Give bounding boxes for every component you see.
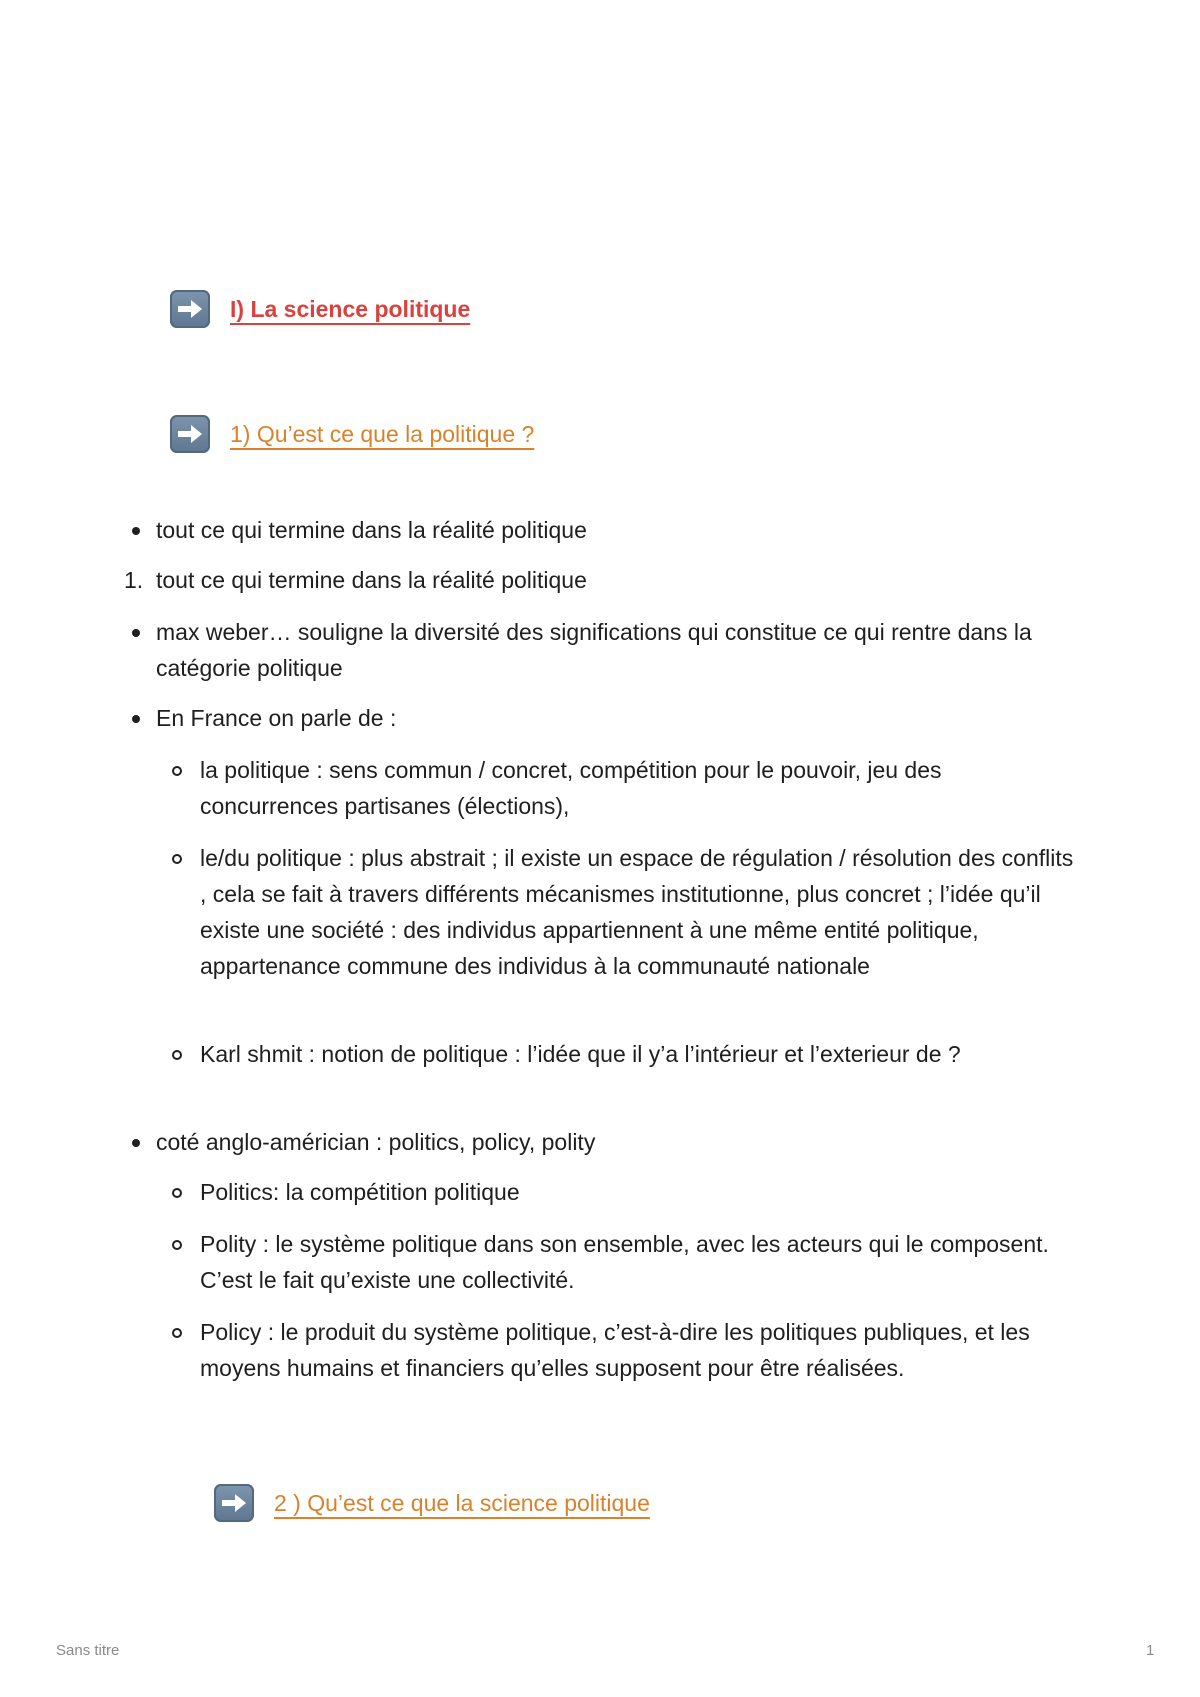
footer-page-number: 1 xyxy=(1146,1642,1155,1659)
bullet-circle-icon xyxy=(172,766,182,776)
bullet-circle-icon xyxy=(172,1050,182,1060)
right-arrow-icon xyxy=(214,1484,254,1522)
sub-list-item xyxy=(200,840,1080,984)
right-arrow-icon xyxy=(170,290,210,328)
list-item xyxy=(156,1124,1076,1160)
heading-title[interactable]: I) La science politique xyxy=(230,296,471,322)
list-item xyxy=(156,512,1076,548)
bullet-disc-icon xyxy=(132,629,140,637)
list-item-text: le/du politique : plus abstrait ; il existe un espace de régulation / résolution des conflits , cela se fait à travers différents mécanismes institutionne, plus concret ; l’idée qu’il existe une société : des individus appartiennent à une même entité politique, appartenance commune des individus à la communauté nationale xyxy=(200,845,1074,979)
heading-quest-ce-que-la-science-politique xyxy=(214,1484,650,1522)
list-item-text: la politique : sens commun / concret, compétition pour le pouvoir, jeu des concurrences partisanes (élections), xyxy=(200,757,942,819)
heading-quest-ce-que-la-politique xyxy=(170,415,534,453)
list-item-text: En France on parle de : xyxy=(156,705,397,731)
sub-list-item xyxy=(200,1314,1080,1386)
list-item-text: coté anglo-américian : politics, policy, polity xyxy=(156,1129,596,1155)
sub-list-item xyxy=(200,752,1080,824)
list-number: 1. xyxy=(124,567,144,593)
heading-title[interactable]: 1) Qu’est ce que la politique ? xyxy=(230,421,535,447)
heading-title[interactable]: 2 ) Qu’est ce que la science politique xyxy=(274,1490,650,1516)
sub-list-item xyxy=(200,1036,1080,1072)
bullet-circle-icon xyxy=(172,854,182,864)
list-item xyxy=(156,700,1076,736)
footer-document-title: Sans titre xyxy=(56,1642,120,1659)
list-item-text: tout ce qui termine dans la réalité politique xyxy=(156,517,587,543)
list-item-text: max weber… souligne la diversité des significations qui constitue ce qui rentre dans la catégorie politique xyxy=(156,619,1032,681)
bullet-circle-icon xyxy=(172,1240,182,1250)
sub-list-item xyxy=(200,1174,1080,1210)
bullet-circle-icon xyxy=(172,1188,182,1198)
bullet-disc-icon xyxy=(132,527,140,535)
list-item-text: tout ce qui termine dans la réalité politique xyxy=(156,567,587,593)
bullet-disc-icon xyxy=(132,715,140,723)
right-arrow-icon xyxy=(170,415,210,453)
list-item-numbered xyxy=(124,562,1076,598)
list-item-text: Politics: la compétition politique xyxy=(200,1179,520,1205)
list-item-text: Policy : le produit du système politique, c’est-à-dire les politiques publiques, et les moyens humains et financiers qu’elles supposent pour être réalisées. xyxy=(200,1319,1030,1381)
bullet-disc-icon xyxy=(132,1139,140,1147)
list-item-text: Polity : le système politique dans son ensemble, avec les acteurs qui le composent. C’est le fait qu’existe une collectivité. xyxy=(200,1231,1049,1293)
list-item-text: Karl shmit : notion de politique : l’idée que il y’a l’intérieur et l’exterieur de ? xyxy=(200,1041,961,1067)
bullet-circle-icon xyxy=(172,1328,182,1338)
heading-science-politique xyxy=(170,290,470,328)
list-item xyxy=(156,614,1076,686)
sub-list-item xyxy=(200,1226,1080,1298)
